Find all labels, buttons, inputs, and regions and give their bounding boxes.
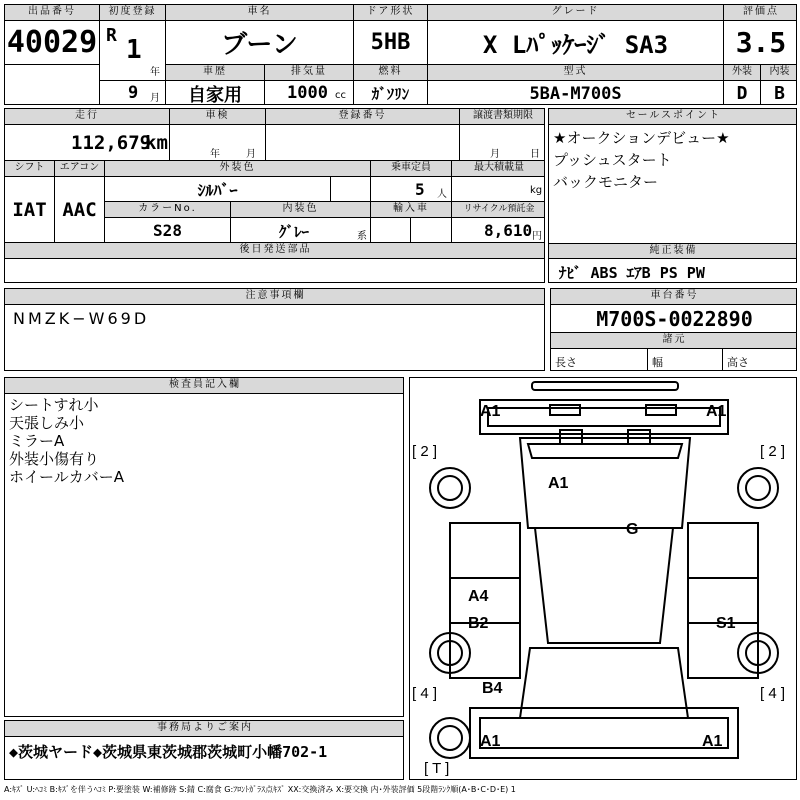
transfer-day-unit: 日 bbox=[530, 149, 540, 160]
front-bumper-inner bbox=[488, 408, 720, 426]
tire-grade: [ 4 ] bbox=[760, 685, 786, 702]
model: 5BA-M700S bbox=[428, 81, 724, 105]
damage-mark: B2 bbox=[468, 615, 489, 632]
load-label: 最大積載量 bbox=[452, 161, 545, 177]
office-label: 事務局よりご案内 bbox=[5, 721, 404, 737]
int-color: ｸﾞﾚｰ bbox=[279, 223, 310, 241]
hood-top bbox=[528, 444, 682, 458]
grade: X Lﾊﾟｯｹｰｼﾞ SA3 bbox=[428, 21, 724, 65]
sales-points-label: セールスポイント bbox=[549, 109, 797, 125]
notes-label: 注意事項欄 bbox=[5, 289, 545, 305]
notes-block bbox=[4, 288, 545, 371]
chassis-label: 車台番号 bbox=[551, 289, 797, 305]
tire-grade: [ 4 ] bbox=[412, 685, 438, 702]
tire-grade: [ 2 ] bbox=[412, 443, 438, 460]
inspector-block bbox=[4, 377, 404, 717]
exterior-grade: D bbox=[724, 81, 761, 105]
fuel: ｶﾞｿﾘﾝ bbox=[354, 81, 428, 105]
chassis-number: M700S-0022890 bbox=[551, 305, 797, 333]
front-bar-outline bbox=[532, 382, 678, 390]
roof bbox=[535, 528, 673, 643]
displacement-cell bbox=[265, 81, 354, 105]
office-block bbox=[4, 720, 404, 780]
recycle-cell bbox=[452, 218, 545, 243]
height-label: 高さ bbox=[727, 356, 749, 369]
shift: IAT bbox=[5, 177, 55, 243]
mileage: 112,679 bbox=[71, 132, 152, 154]
first-reg-cell bbox=[100, 21, 166, 81]
displacement: 1000 bbox=[287, 83, 328, 103]
length-cell bbox=[551, 349, 648, 371]
car-name: ブーン bbox=[166, 21, 354, 65]
damage-mark: A1 bbox=[706, 403, 727, 420]
wheel-hub bbox=[438, 476, 462, 500]
inspector-line: ミラーA bbox=[9, 432, 65, 450]
model-label: 型式 bbox=[428, 65, 724, 81]
width-label: 幅 bbox=[652, 356, 663, 369]
lot-number: 40029 bbox=[5, 21, 100, 65]
load-cell bbox=[452, 177, 545, 202]
rear-bumper-inner bbox=[480, 718, 728, 748]
damage-mark: S1 bbox=[716, 615, 736, 632]
displacement-label: 排気量 bbox=[265, 65, 354, 81]
score: 3.5 bbox=[724, 21, 797, 65]
capacity-label: 乗車定員 bbox=[371, 161, 452, 177]
int-color-label: 内装色 bbox=[231, 202, 371, 218]
inspector-line: シートすれ小 bbox=[9, 396, 99, 414]
notes-value: NMZK−W69D bbox=[13, 309, 150, 328]
inspector-line: 天張しみ小 bbox=[9, 414, 85, 432]
fuel-label: 燃料 bbox=[354, 65, 428, 81]
reg-month-cell bbox=[100, 81, 166, 105]
first-reg-label: 初度登録 bbox=[100, 5, 166, 21]
sales-points-list bbox=[553, 129, 730, 191]
color-no: S28 bbox=[105, 218, 231, 243]
later-parts bbox=[5, 259, 545, 283]
height-cell bbox=[723, 349, 797, 371]
inspection-label: 車検 bbox=[170, 109, 266, 125]
regno-cell bbox=[266, 125, 460, 161]
wheel-hub bbox=[438, 726, 462, 750]
recycle-unit: 円 bbox=[532, 231, 542, 242]
inspector-line: ホイールカバーA bbox=[9, 468, 124, 486]
dims-label: 諸元 bbox=[551, 333, 797, 349]
history: 自家用 bbox=[166, 81, 265, 105]
damage-mark: A1 bbox=[480, 733, 501, 750]
spare-tire bbox=[430, 718, 470, 758]
wheel-front-right bbox=[738, 468, 778, 508]
shift-label: シフト bbox=[5, 161, 55, 177]
front-grill-right bbox=[646, 405, 676, 415]
import-cell-b bbox=[411, 218, 452, 243]
ac-label: エアコン bbox=[55, 161, 105, 177]
transfer-label: 譲渡書類期限 bbox=[460, 109, 545, 125]
inspector-line: 外装小傷有り bbox=[9, 450, 100, 468]
ext-color: ｼﾙﾊﾞｰ bbox=[105, 177, 331, 202]
history-label: 車歴 bbox=[166, 65, 265, 81]
damage-mark: A4 bbox=[468, 588, 489, 605]
capacity-unit: 人 bbox=[437, 189, 447, 200]
damage-mark: A1 bbox=[702, 733, 723, 750]
wheel-hub bbox=[746, 476, 770, 500]
load-unit: kg bbox=[530, 185, 543, 196]
sales-point: プッシュスタート bbox=[553, 151, 672, 169]
era: R bbox=[106, 25, 117, 46]
damage-mark: A1 bbox=[480, 403, 501, 420]
insp-year-unit: 年 bbox=[210, 149, 220, 160]
exterior-label: 外装 bbox=[724, 65, 761, 81]
later-parts-label: 後日発送部品 bbox=[5, 243, 545, 259]
mileage-unit: km bbox=[145, 132, 168, 154]
hood bbox=[520, 438, 690, 528]
month-unit: 月 bbox=[150, 93, 160, 104]
wheel-front-left bbox=[430, 468, 470, 508]
year-unit: 年 bbox=[150, 67, 160, 78]
lot-blank bbox=[5, 65, 100, 105]
front-grill-left bbox=[550, 405, 580, 415]
sales-point: ★オークションデビュー★ bbox=[553, 129, 730, 147]
equipment-label: 純正装備 bbox=[549, 243, 797, 259]
spec-block bbox=[4, 108, 545, 283]
office-value: ◆茨城ヤード◆茨城県東茨城郡茨城町小幡702-1 bbox=[9, 743, 328, 761]
mileage-label: 走行 bbox=[5, 109, 170, 125]
door-type: 5HB bbox=[354, 21, 428, 65]
door-label: ドア形状 bbox=[354, 5, 428, 21]
legend: A:ｷｽﾞ U:ﾍｺﾐ B:ｷｽﾞを伴うﾍｺﾐ P:要塗装 W:補修跡 S:錆 C:腐食 G:ﾌﾛﾝﾄｶﾞﾗｽ点ｷｽﾞ XX:交換済み X:要交換 内･外装評価 5段階ﾗﾝｸ順(A･B･C･D･E) 1 bbox=[4, 785, 516, 794]
capacity: 5 bbox=[415, 180, 425, 199]
interior-label: 内装 bbox=[761, 65, 797, 81]
int-color-suffix: 系 bbox=[357, 231, 367, 242]
right-body bbox=[688, 523, 758, 678]
transfer-month-unit: 月 bbox=[490, 149, 500, 160]
insp-month-unit: 月 bbox=[246, 149, 256, 160]
grade-label: グレード bbox=[428, 5, 724, 21]
ext-color-label: 外装色 bbox=[105, 161, 371, 177]
inspector-lines bbox=[9, 396, 124, 486]
damage-mark: B4 bbox=[482, 680, 503, 697]
front-bumper bbox=[480, 400, 728, 434]
tire-grade: [ T ] bbox=[424, 760, 450, 777]
import-label: 輸入車 bbox=[371, 202, 452, 218]
recycle-label: リサイクル預託金 bbox=[452, 202, 545, 218]
capacity-cell bbox=[371, 177, 452, 202]
chassis-block bbox=[550, 288, 797, 371]
reg-year: 1 bbox=[126, 35, 142, 65]
mileage-cell bbox=[5, 125, 170, 161]
transfer-cell bbox=[460, 125, 545, 161]
car-name-label: 車名 bbox=[166, 5, 354, 21]
inspection-cell bbox=[170, 125, 266, 161]
interior-grade: B bbox=[774, 83, 785, 104]
import-cell-a bbox=[371, 218, 411, 243]
int-color-cell bbox=[231, 218, 371, 243]
regno-label: 登録番号 bbox=[266, 109, 460, 125]
length-label: 長さ bbox=[555, 356, 577, 369]
equipment: ﾅﾋﾞ ABS ｴｱB PS PW bbox=[559, 264, 705, 282]
rear-bumper bbox=[470, 708, 738, 758]
reg-month: 9 bbox=[128, 83, 139, 103]
damage-mark: A1 bbox=[548, 475, 569, 492]
header-block bbox=[4, 4, 797, 105]
inspector-label: 検査員記入欄 bbox=[5, 378, 404, 394]
score-label: 評価点 bbox=[724, 5, 797, 21]
sales-points-block bbox=[548, 108, 797, 283]
color-no-label: カラーNo. bbox=[105, 202, 231, 218]
car-diagram-svg bbox=[410, 378, 797, 780]
car-diagram bbox=[409, 377, 797, 780]
sales-point: バックモニター bbox=[553, 173, 659, 191]
lot-label: 出品番号 bbox=[5, 5, 100, 21]
cc-unit: cc bbox=[335, 90, 346, 101]
tire-grade: [ 2 ] bbox=[760, 443, 786, 460]
recycle: 8,610 bbox=[484, 221, 533, 240]
damage-mark: G bbox=[626, 521, 639, 538]
ac: AAC bbox=[55, 177, 105, 243]
ext-color-extra bbox=[331, 177, 371, 202]
width-cell bbox=[648, 349, 723, 371]
